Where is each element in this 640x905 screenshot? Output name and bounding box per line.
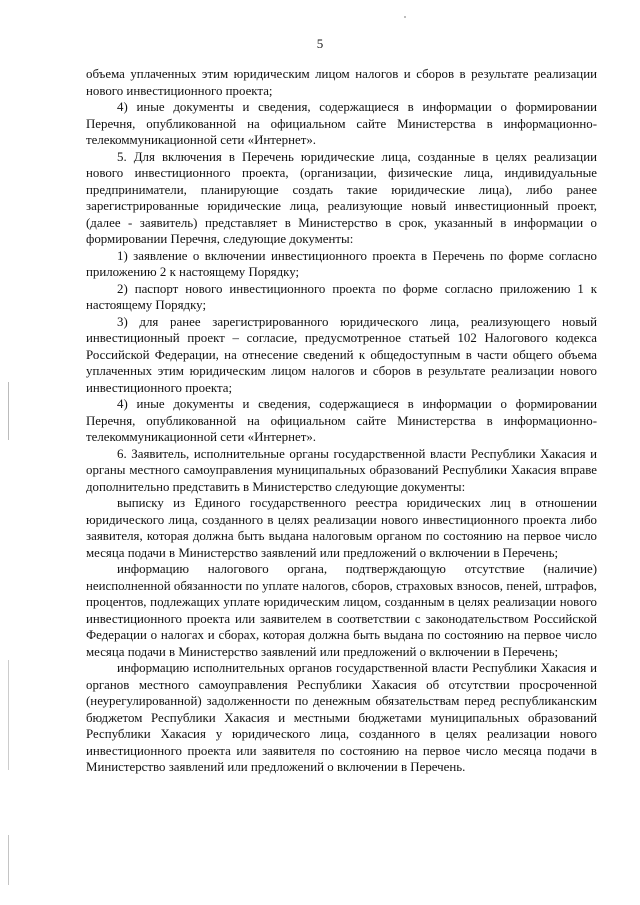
scan-edge-mark bbox=[8, 382, 9, 440]
scan-edge-mark bbox=[8, 835, 9, 885]
page-number: 5 bbox=[316, 36, 324, 51]
paragraph: информацию исполнительных органов государственной власти Республики Хакасия и органов местного самоуправления Республики Хакасия об отсутствии просроченной (неурегулированной) задолженности по денежным обязательствам перед республиканским бюджетом Республики Хакасия и местными бюджетами муниципальных образований Республики Хакасия у юридического лица, созданного в целях реализации нового инвестиционного проекта или заявителя по состоянию на первое число месяца подачи в Министерство заявлений или предложений о включении в Перечень. bbox=[86, 661, 597, 774]
paragraph: 6. Заявитель, исполнительные органы государственной власти Республики Хакасия и органы местного самоуправления муниципальных образований Республики Хакасия вправе дополнительно представить в Министерство следующие документы: bbox=[86, 446, 597, 494]
paragraph: 1) заявление о включении инвестиционного проекта в Перечень по форме согласно приложению 2 к настоящему Порядку; bbox=[86, 248, 597, 279]
document-body bbox=[86, 66, 597, 776]
paragraph: выписку из Единого государственного реестра юридических лиц в отношении юридического лица, созданного в целях реализации нового инвестиционного проекта либо заявителя, которая должна быть выдана налоговым органом по состоянию на первое число месяца подачи в Министерство заявлений или предложений о включении в Перечень; bbox=[86, 496, 597, 560]
paragraph: информацию налогового органа, подтверждающую отсутствие (наличие) неисполненной обязанности по уплате налогов, сборов, страховых взносов, пеней, штрафов, процентов, подлежащих уплате юридическим лицом, созданным в целях реализации нового инвестиционного проекта или заявителем в соответствии с законодательством Российской Федерации о налогах и сборах, которая должна быть выдана по состоянию на первое число месяца подачи в Министерство заявлений или предложений о включении в Перечень; bbox=[86, 562, 597, 659]
paragraph: 2) паспорт нового инвестиционного проекта по форме согласно приложению 1 к настоящему Порядку; bbox=[86, 281, 597, 312]
paragraph: 4) иные документы и сведения, содержащиеся в информации о формировании Перечня, опубликованной на официальном сайте Министерства в информационно-телекоммуникационной сети «Интернет». bbox=[86, 397, 597, 444]
scan-speck bbox=[404, 16, 406, 18]
scan-edge-mark bbox=[8, 660, 9, 770]
paragraph: 3) для ранее зарегистрированного юридического лица, реализующего новый инвестиционный проект – согласие, предусмотренное статьей 102 Налогового кодекса Российской Федерации, на отнесение сведений к общедоступным в части общего объема уплаченных этим юридическим лицом налогов и сборов в результате реализации нового инвестиционного проекта; bbox=[86, 314, 597, 395]
paragraph: объема уплаченных этим юридическим лицом налогов и сборов в результате реализации нового инвестиционного проекта; bbox=[86, 67, 597, 98]
paragraph: 5. Для включения в Перечень юридические лица, созданные в целях реализации нового инвестиционного проекта, (организации, физические лица, индивидуальные предприниматели, планирующие создать такие юридические лица), либо ранее зарегистрированные юридические лица, реализующие новый инвестиционный проект, (далее - заявитель) представляет в Министерство в срок, указанный в информации о формировании Перечня, следующие документы: bbox=[86, 149, 597, 246]
paragraph: 4) иные документы и сведения, содержащиеся в информации о формировании Перечня, опубликованной на официальном сайте Министерства в информационно-телекоммуникационной сети «Интернет». bbox=[86, 100, 597, 147]
